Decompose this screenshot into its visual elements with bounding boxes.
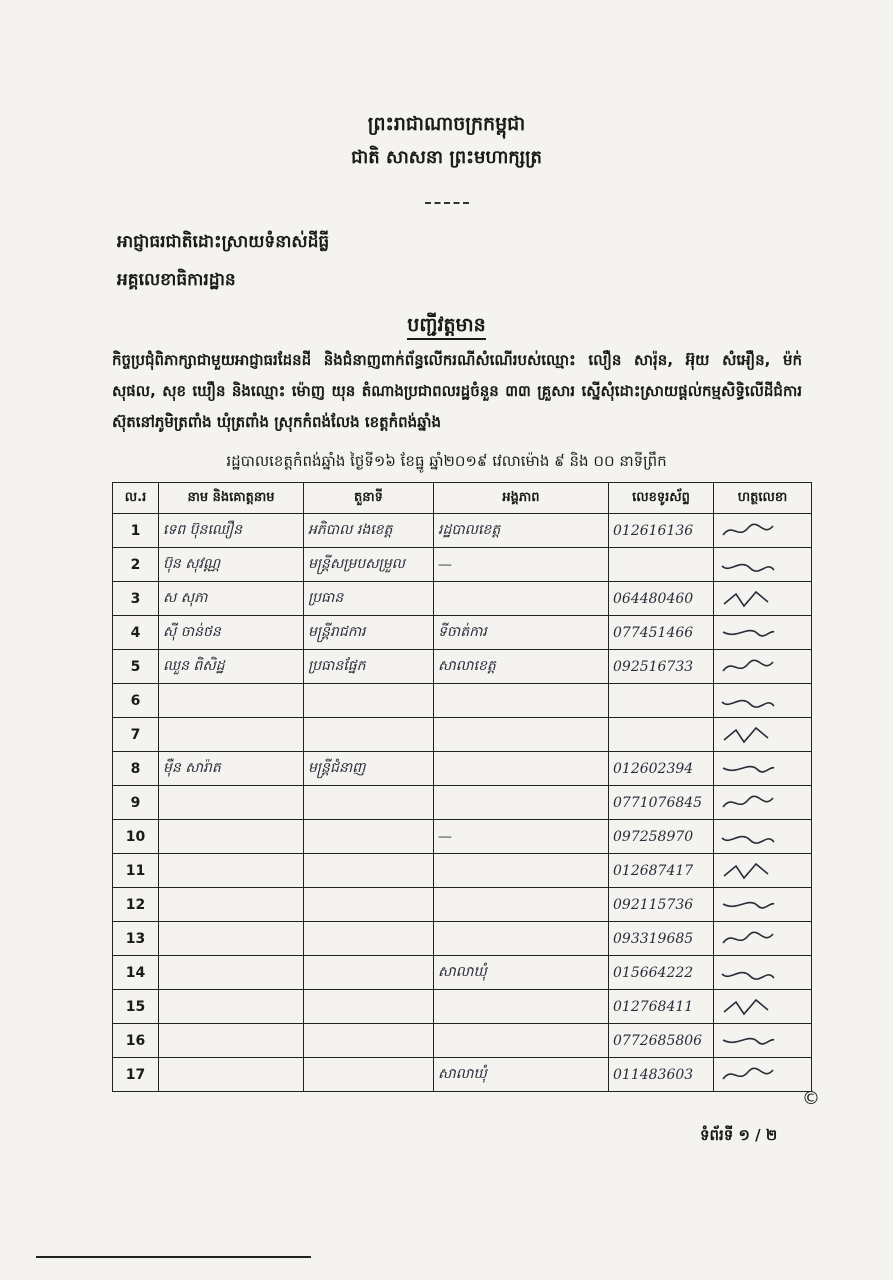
signature-scribble [718, 894, 778, 916]
secretariat-name: អគ្គលេខាធិការដ្ឋាន [117, 270, 236, 290]
attendee-phone: 012687417 [609, 854, 714, 888]
table-row [113, 718, 812, 752]
attendee-role [304, 786, 434, 820]
table-row [113, 854, 812, 888]
document-title [0, 313, 893, 341]
attendee-role [304, 956, 434, 990]
signature-scribble [718, 690, 778, 712]
attendee-signature [714, 582, 812, 616]
row-number: 3 [113, 582, 159, 616]
attendee-name: ម៉ឺន សារ៉ាត [159, 752, 304, 786]
table-row [113, 888, 812, 922]
attendee-name [159, 922, 304, 956]
attendee-phone: 012616136 [609, 514, 714, 548]
signature-scribble [718, 792, 778, 814]
attendee-signature [714, 922, 812, 956]
attendee-role: មន្ត្រីសម្របសម្រួល [304, 548, 434, 582]
row-number: 6 [113, 684, 159, 718]
row-number: 13 [113, 922, 159, 956]
attendee-signature [714, 514, 812, 548]
signature-scribble [718, 622, 778, 644]
attendee-role: មន្ត្រីរាជការ [304, 616, 434, 650]
attendee-signature [714, 548, 812, 582]
signature-scribble [718, 1030, 778, 1052]
table-row [113, 684, 812, 718]
attendee-unit: — [434, 548, 609, 582]
attendee-phone [609, 548, 714, 582]
attendee-name [159, 990, 304, 1024]
corner-mark: © [802, 1088, 820, 1109]
attendee-name [159, 684, 304, 718]
attendee-signature [714, 650, 812, 684]
row-number: 10 [113, 820, 159, 854]
attendee-signature [714, 718, 812, 752]
attendee-unit [434, 888, 609, 922]
attendee-phone: 011483603 [609, 1058, 714, 1092]
attendee-unit [434, 718, 609, 752]
attendee-signature [714, 956, 812, 990]
col-header-number: ល.រ [113, 483, 159, 514]
attendee-unit [434, 684, 609, 718]
signature-scribble [718, 758, 778, 780]
attendee-role: មន្ត្រីជំនាញ [304, 752, 434, 786]
attendee-unit: — [434, 820, 609, 854]
row-number: 16 [113, 1024, 159, 1058]
attendee-phone [609, 718, 714, 752]
attendee-name [159, 956, 304, 990]
table-row [113, 650, 812, 684]
table-header-row [113, 483, 812, 514]
col-header-signature: ហត្ថលេខា [714, 483, 812, 514]
row-number: 12 [113, 888, 159, 922]
attendee-unit [434, 922, 609, 956]
attendee-role [304, 718, 434, 752]
attendee-unit: សាលាឃុំ [434, 956, 609, 990]
signature-scribble [718, 656, 778, 678]
attendee-name [159, 888, 304, 922]
attendee-phone: 077451466 [609, 616, 714, 650]
attendee-signature [714, 684, 812, 718]
attendee-name [159, 820, 304, 854]
row-number: 9 [113, 786, 159, 820]
attendee-unit [434, 1024, 609, 1058]
attendee-signature [714, 1024, 812, 1058]
table-row [113, 752, 812, 786]
attendee-signature [714, 990, 812, 1024]
attendee-unit [434, 786, 609, 820]
attendee-name [159, 1024, 304, 1058]
table-row [113, 548, 812, 582]
attendee-phone: 0771076845 [609, 786, 714, 820]
attendee-name [159, 786, 304, 820]
attendee-unit [434, 752, 609, 786]
table-row [113, 582, 812, 616]
signature-scribble [718, 962, 778, 984]
attendee-role: អភិបាល រងខេត្ត [304, 514, 434, 548]
signature-scribble [718, 1064, 778, 1086]
attendee-signature [714, 752, 812, 786]
attendee-unit [434, 854, 609, 888]
attendee-name: ស សុភា [159, 582, 304, 616]
attendee-signature [714, 616, 812, 650]
attendee-role [304, 990, 434, 1024]
col-header-role: តួនាទី [304, 483, 434, 514]
meeting-info: រដ្ឋបាលខេត្តកំពង់ឆ្នាំង ថ្ងៃទី១៦ ខែធ្នូ ឆ្នាំ២០១៩ វេលាម៉ោង ៩ និង ០០ នាទីព្រឹក [226, 452, 667, 470]
page-number: ទំព័រទី ១ / ២ [700, 1126, 778, 1144]
row-number: 7 [113, 718, 159, 752]
attendee-name [159, 718, 304, 752]
attendee-name [159, 854, 304, 888]
table-row [113, 922, 812, 956]
attendee-signature [714, 888, 812, 922]
table-row [113, 990, 812, 1024]
signature-scribble [718, 724, 778, 746]
national-motto: ជាតិ សាសនា ព្រះមហាក្សត្រ [351, 147, 542, 168]
signature-scribble [718, 554, 778, 576]
footer-line [36, 1256, 311, 1258]
attendee-role [304, 922, 434, 956]
header-divider [425, 202, 469, 204]
row-number: 1 [113, 514, 159, 548]
attendee-phone: 012602394 [609, 752, 714, 786]
kingdom-header: ព្រះរាជាណាចក្រកម្ពុជា [367, 113, 526, 135]
table-row [113, 786, 812, 820]
document-title-text: បញ្ជីវត្តមាន [407, 314, 485, 340]
col-header-name: នាម និងគោត្តនាម [159, 483, 304, 514]
signature-scribble [718, 860, 778, 882]
row-number: 15 [113, 990, 159, 1024]
signature-scribble [718, 996, 778, 1018]
table-row [113, 514, 812, 548]
col-header-phone: លេខទូរស័ព្ទ [609, 483, 714, 514]
attendee-phone: 015664222 [609, 956, 714, 990]
table-row [113, 820, 812, 854]
meeting-description: កិច្ចប្រជុំពិភាក្សាជាមួយអាជ្ញាធរដែនដី និងជំនាញពាក់ព័ន្ធលើករណីសំណើរបស់ឈ្មោះ លឿន សារ៉ុន, អ៊ុយ សំអឿន, ម៉ក់ សុផល, សុខ ឃឿន និងឈ្មោះ ម៉ោញ យុន តំណាងប្រជាពលរដ្ឋចំនួន ៣៣ គ្រួសារ ស្នើសុំដោះស្រាយផ្តល់កម្មសិទ្ធិលើដីជំការស៊ុតនៅភូមិត្រពាំង ឃុំត្រពាំង ស្រុកកំពង់លែង ខេត្តកំពង់ឆ្នាំង [112, 351, 802, 431]
attendee-phone: 093319685 [609, 922, 714, 956]
attendee-name: ទេព ប៊ុនឈឿន [159, 514, 304, 548]
row-number: 8 [113, 752, 159, 786]
attendee-name: ស៊ី ចាន់ថន [159, 616, 304, 650]
table-row [113, 956, 812, 990]
attendee-unit [434, 990, 609, 1024]
attendee-signature [714, 1058, 812, 1092]
attendee-role: ប្រធាន [304, 582, 434, 616]
attendee-name: ឈួន ពិសិដ្ឋ [159, 650, 304, 684]
attendance-table [112, 482, 812, 1092]
attendee-name [159, 1058, 304, 1092]
attendee-unit: រដ្ឋបាលខេត្ត [434, 514, 609, 548]
attendee-phone [609, 684, 714, 718]
attendee-phone: 092115736 [609, 888, 714, 922]
signature-scribble [718, 826, 778, 848]
row-number: 14 [113, 956, 159, 990]
signature-scribble [718, 588, 778, 610]
attendee-role [304, 888, 434, 922]
attendee-unit: សាលាខេត្ត [434, 650, 609, 684]
attendee-role [304, 820, 434, 854]
table-row [113, 1024, 812, 1058]
attendee-unit [434, 582, 609, 616]
attendee-phone: 097258970 [609, 820, 714, 854]
attendee-role [304, 684, 434, 718]
attendee-phone: 012768411 [609, 990, 714, 1024]
signature-scribble [718, 928, 778, 950]
signature-scribble [718, 520, 778, 542]
attendee-phone: 092516733 [609, 650, 714, 684]
attendee-role [304, 1024, 434, 1058]
row-number: 4 [113, 616, 159, 650]
table-row [113, 616, 812, 650]
attendee-phone: 064480460 [609, 582, 714, 616]
row-number: 5 [113, 650, 159, 684]
table-row [113, 1058, 812, 1092]
row-number: 2 [113, 548, 159, 582]
attendee-signature [714, 854, 812, 888]
attendee-role [304, 854, 434, 888]
attendee-role [304, 1058, 434, 1092]
attendee-signature [714, 820, 812, 854]
attendee-name: ប៊ុន សុវណ្ណ [159, 548, 304, 582]
col-header-unit: អង្គភាព [434, 483, 609, 514]
row-number: 11 [113, 854, 159, 888]
organization-name: អាជ្ញាធរជាតិដោះស្រាយទំនាស់ដីធ្លី [117, 232, 330, 252]
attendee-unit: ទីចាត់ការ [434, 616, 609, 650]
attendee-phone: 0772685806 [609, 1024, 714, 1058]
attendee-unit: សាលាឃុំ [434, 1058, 609, 1092]
attendee-signature [714, 786, 812, 820]
attendee-role: ប្រធានផ្នែក [304, 650, 434, 684]
row-number: 17 [113, 1058, 159, 1092]
